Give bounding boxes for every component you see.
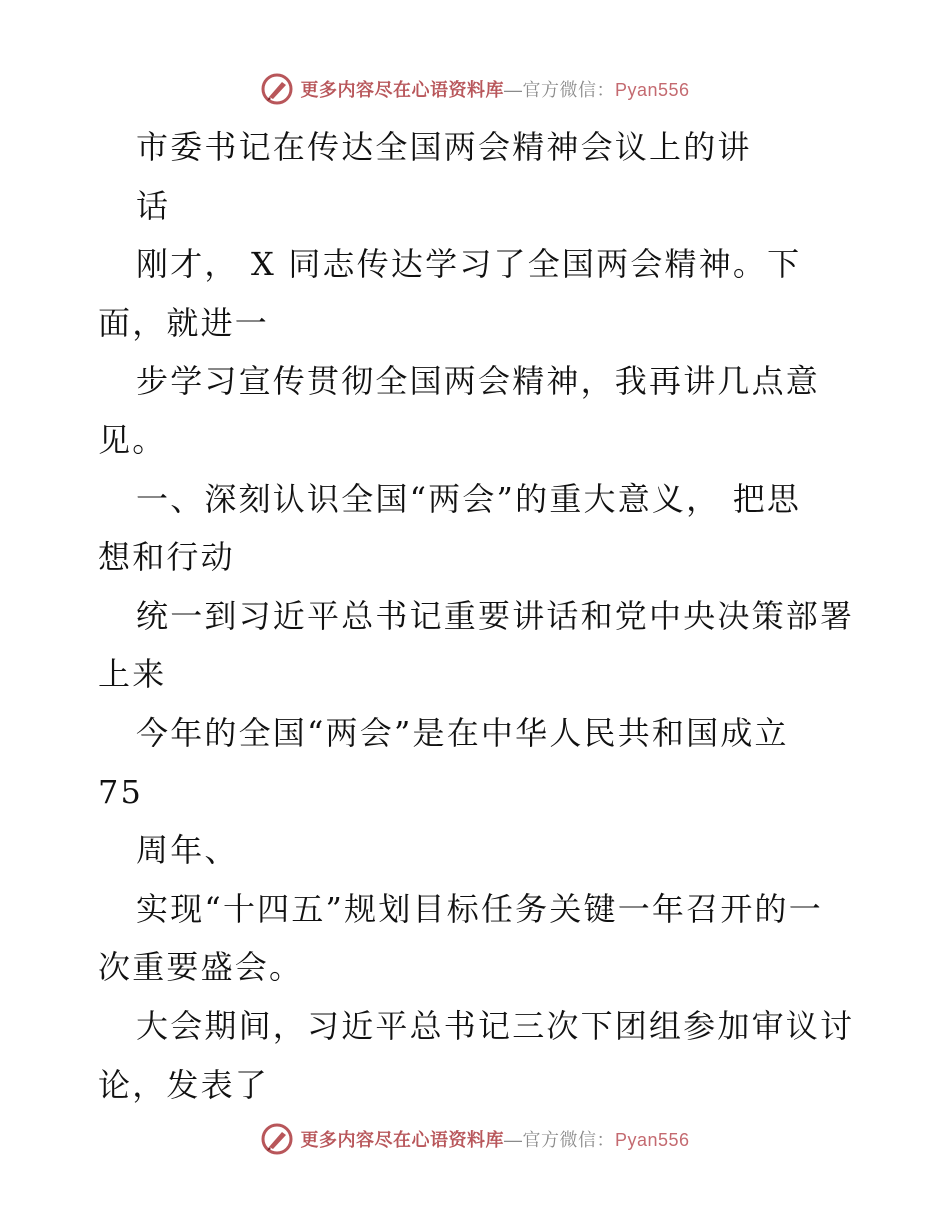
pen-logo-icon: [260, 72, 294, 106]
pen-logo-icon: [260, 1122, 294, 1156]
watermark-brand: 更多内容尽在心语资料库: [300, 1130, 504, 1150]
text-line: 面，就进一: [98, 303, 270, 342]
text-line: 周年、: [136, 831, 239, 870]
watermark-brand: 更多内容尽在心语资料库: [300, 80, 504, 100]
text-line: 次重要盛会。: [98, 948, 304, 987]
text-line: 今年的全国“两会”是在中华人民共和国成立: [136, 713, 789, 752]
text-line: 统一到习近平总书记重要讲话和党中央决策部署: [136, 596, 855, 635]
document-body: [98, 118, 858, 1114]
watermark-separator: —官方微信：: [503, 1130, 615, 1150]
text-line: 话: [136, 186, 171, 225]
text-line: 见。: [98, 420, 167, 459]
text-line: 想和行动: [98, 538, 235, 577]
header-watermark: [0, 72, 950, 106]
watermark-separator: —官方微信：: [503, 80, 615, 100]
watermark-wechat-id: Pyan556: [614, 1130, 690, 1150]
text-line: 75: [98, 772, 144, 811]
text-line: 论，发表了: [98, 1065, 270, 1104]
text-line: 市委书记在传达全国两会精神会议上的讲: [136, 128, 752, 166]
text-line: 刚才， X 同志传达学习了全国两会精神。下: [136, 245, 802, 284]
text-line: 一、深刻认识全国“两会”的重大意义， 把思: [136, 479, 802, 518]
text-line: 实现“十四五”规划目标任务关键一年召开的一: [136, 889, 823, 928]
footer-watermark: [0, 1122, 950, 1156]
text-line: 上来: [98, 655, 167, 694]
text-line: 步学习宣传贯彻全国两会精神，我再讲几点意: [136, 362, 821, 401]
watermark-wechat-id: Pyan556: [614, 80, 690, 100]
text-line: 大会期间，习近平总书记三次下团组参加审议讨: [136, 1006, 855, 1045]
